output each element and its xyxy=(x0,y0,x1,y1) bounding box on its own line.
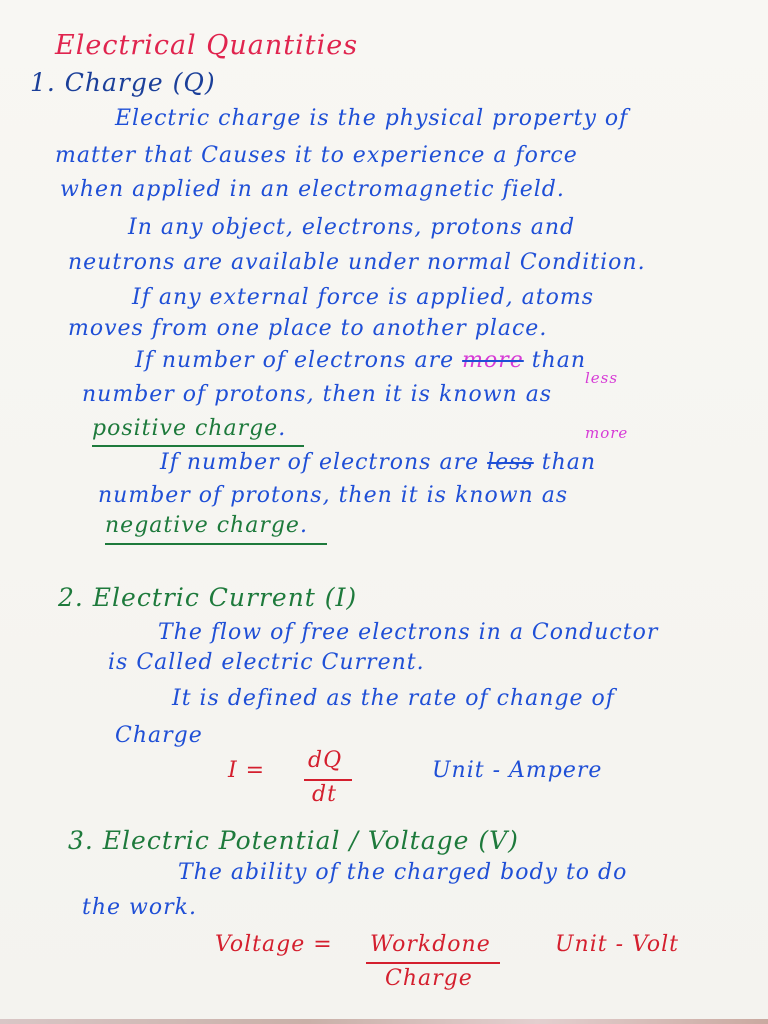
term-underline xyxy=(105,543,327,545)
text-line: matter that Causes it to experience a force xyxy=(55,143,578,168)
formula-unit: Unit - Ampere xyxy=(432,758,603,783)
text-fragment: If number of electrons are xyxy=(135,348,463,373)
text-line: number of protons, then it is known as xyxy=(82,382,553,407)
correction-note: less xyxy=(585,369,619,387)
fraction-bar xyxy=(366,962,500,964)
text-line: If any external force is applied, atoms xyxy=(132,285,595,310)
formula-lhs: I = xyxy=(228,758,266,783)
struck-word: more xyxy=(462,348,524,373)
formula-numerator: Workdone xyxy=(370,932,491,957)
text-fragment: than xyxy=(533,450,597,475)
text-line: The ability of the charged body to do xyxy=(178,860,628,885)
formula-numerator: dQ xyxy=(308,748,343,773)
text-fragment: . xyxy=(278,416,287,441)
text-line xyxy=(135,348,586,373)
text-fragment: If number of electrons are xyxy=(160,450,488,475)
text-line: It is defined as the rate of change of xyxy=(172,686,615,711)
text-fragment: than xyxy=(523,348,587,373)
struck-word: less xyxy=(487,450,534,475)
section-3-heading: 3. Electric Potential / Voltage (V) xyxy=(68,826,519,855)
text-line: Charge xyxy=(115,723,203,748)
text-line: The flow of free electrons in a Conductor xyxy=(158,620,659,645)
formula-lhs: Voltage = xyxy=(215,932,333,957)
formula-denominator: dt xyxy=(312,782,337,807)
section-2-heading: 2. Electric Current (I) xyxy=(58,583,358,612)
fraction-bar xyxy=(304,779,352,781)
text-line: when applied in an electromagnetic field. xyxy=(60,177,565,202)
text-line xyxy=(160,450,596,475)
key-term-positive-charge xyxy=(92,416,286,441)
text-line: neutrons are available under normal Condition. xyxy=(68,250,646,275)
key-term: negative charge xyxy=(105,513,300,538)
text-line: moves from one place to another place. xyxy=(68,316,548,341)
page-title: Electrical Quantities xyxy=(55,30,359,61)
section-1-heading: 1. Charge (Q) xyxy=(30,68,216,97)
formula-unit: Unit - Volt xyxy=(555,932,679,957)
term-underline xyxy=(92,445,304,447)
key-term-negative-charge xyxy=(105,513,308,538)
text-line: In any object, electrons, protons and xyxy=(128,215,576,240)
correction-note: more xyxy=(585,424,629,442)
text-line: the work. xyxy=(82,895,197,920)
text-line: is Called electric Current. xyxy=(108,650,425,675)
text-fragment: . xyxy=(299,513,308,538)
formula-denominator: Charge xyxy=(385,966,473,991)
text-line: Electric charge is the physical property of xyxy=(115,106,629,131)
text-line: number of protons, then it is known as xyxy=(98,483,569,508)
page-bottom-edge xyxy=(0,1019,768,1024)
key-term: positive charge xyxy=(92,416,279,441)
